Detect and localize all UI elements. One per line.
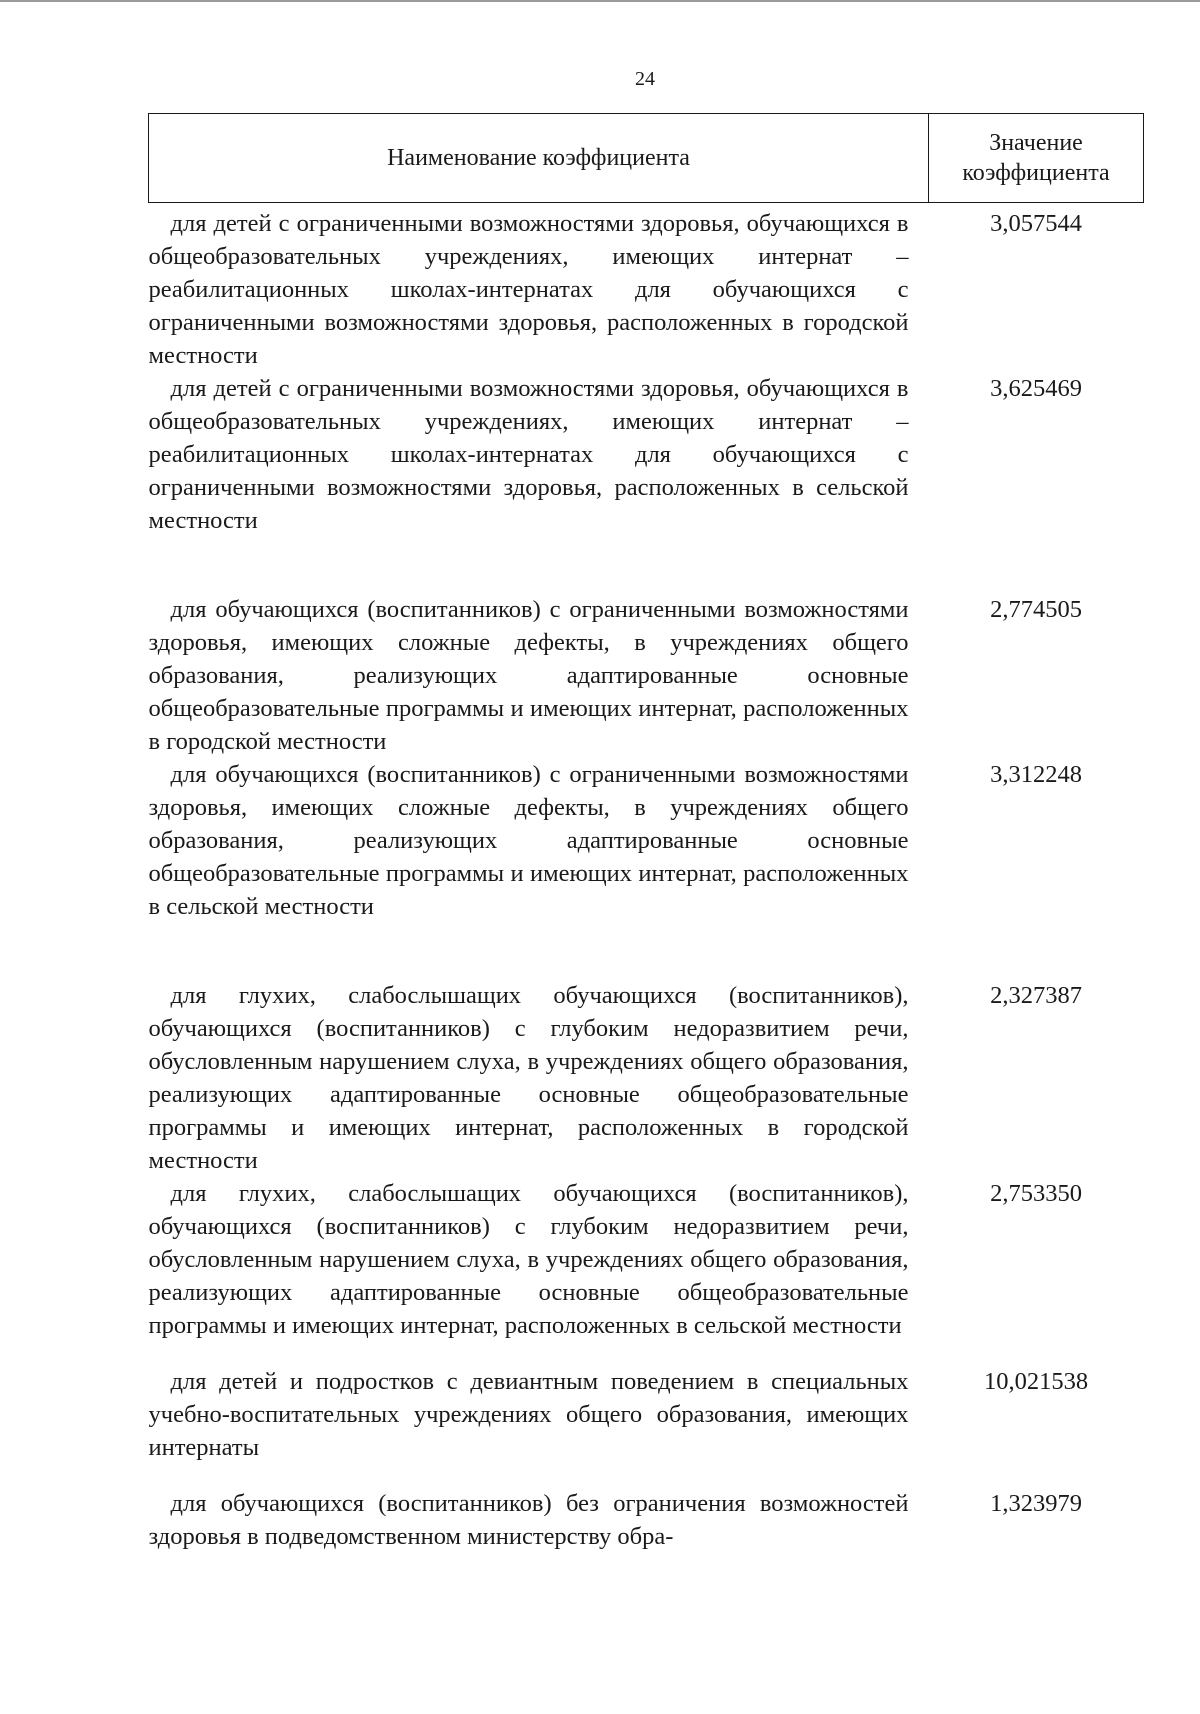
table-row <box>149 758 1144 923</box>
table-row <box>149 979 1144 1177</box>
coefficient-name <box>149 372 929 537</box>
coefficient-value: 2,327387 <box>990 982 1082 1009</box>
coefficient-text: для глухих, слабослышащих обучающихся (воспитанников), обучающихся (воспитанников) с глубоким недоразвитием речи, обусловленным нарушением слуха, в учреждениях общего образования, реализующих адаптированные основные общеобразовательные программы и имеющих интернат, расположенных в городской местности <box>148 982 909 1174</box>
header-coefficient-name: Наименование коэффициента <box>149 114 929 203</box>
coefficient-value: 3,312248 <box>990 761 1082 788</box>
coefficient-value: 3,625469 <box>990 375 1082 402</box>
table-row <box>149 1487 1144 1553</box>
coefficient-name <box>149 1365 929 1464</box>
header-coefficient-value <box>929 114 1144 203</box>
coefficient-name <box>149 979 929 1177</box>
coefficient-text: для глухих, слабослышащих обучающихся (воспитанников), обучающихся (воспитанников) с глубоким недоразвитием речи, обусловленным нарушением слуха, в учреждениях общего образования, реализующих адаптированные основные общеобразовательные программы и имеющих интернат, расположенных в сельской местности <box>148 1180 909 1339</box>
coefficient-name <box>149 593 929 758</box>
coefficient-text: для детей с ограниченными возможностями здоровья, обучающихся в общеобразовательных учреждениях, имеющих интернат – реабилитационных школах-интернатах для обучающихся с ограниченными возможностями здоровья, расположенных в городской местности <box>148 210 909 369</box>
table-row <box>149 372 1144 537</box>
header-value-line2: коэффициента <box>962 160 1110 186</box>
table-row <box>149 1365 1144 1464</box>
table-row <box>149 203 1144 373</box>
coefficient-name <box>149 1177 929 1342</box>
coefficient-value: 1,323979 <box>990 1490 1082 1517</box>
coefficient-name <box>149 1487 929 1553</box>
coefficient-text: для детей с ограниченными возможностями здоровья, обучающихся в общеобразовательных учреждениях, имеющих интернат – реабилитационных школах-интернатах для обучающихся с ограниченными возможностями здоровья, расположенных в сельской местности <box>148 375 909 534</box>
table-row <box>149 1177 1144 1342</box>
coefficient-text: для детей и подростков с девиантным поведением в специальных учебно-воспитательных учреждениях общего образования, имеющих интернаты <box>148 1368 909 1461</box>
coefficient-text: для обучающихся (воспитанников) без ограничения возможностей здоровья в подведомственном министерству обра- <box>148 1490 909 1550</box>
coefficient-value: 2,753350 <box>990 1180 1082 1207</box>
coefficient-value: 3,057544 <box>990 210 1082 237</box>
coefficient-value: 10,021538 <box>983 1368 1089 1395</box>
header-value-line1: Значение <box>989 130 1083 156</box>
coefficient-value: 2,774505 <box>990 596 1082 623</box>
coefficient-table <box>148 113 1144 1553</box>
coefficient-text: для обучающихся (воспитанников) с ограниченными возможностями здоровья, имеющих сложные дефекты, в учреждениях общего образования, реализующих адаптированные основные общеобразовательные программы и имеющих интернат, расположенных в сельской местности <box>148 761 909 920</box>
coefficient-name <box>149 758 929 923</box>
page-number: 24 <box>635 68 655 90</box>
table-header-row <box>149 114 1144 203</box>
table-row <box>149 593 1144 758</box>
coefficient-text: для обучающихся (воспитанников) с ограниченными возможностями здоровья, имеющих сложные дефекты, в учреждениях общего образования, реализующих адаптированные основные общеобразовательные программы и имеющих интернат, расположенных в городской местности <box>148 596 909 755</box>
scan-edge-line <box>0 0 1200 2</box>
coefficient-name <box>149 203 929 373</box>
